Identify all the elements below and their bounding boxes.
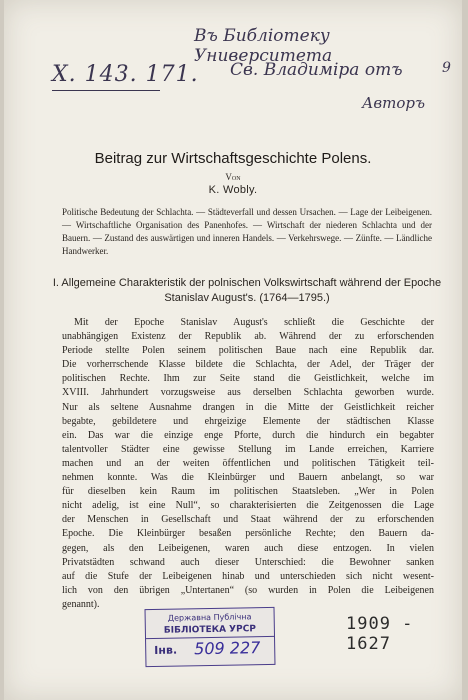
stamp-inventory-number: 509 227 (194, 638, 261, 659)
body-line: Privatstädten schwand auch dieser Unterschied: die Bewohner sanken (62, 556, 434, 568)
chapter-summary: Politische Bedeutung der Schlachta. — Städteverfall und dessen Ursachen. — Lage der Leibeigenen. — Wirtschaftliche Organisation des Panenhofes. — Wirtschaft der niederen Schlachta und der Bauern. — Zustand des auswärtigen und inneren Handels. — Verkehrswege. — Zünfte. — Ländliche Handwerker. (62, 207, 432, 256)
handwritten-dedication-mark: 9 (442, 60, 451, 76)
handwritten-signature: Авторъ (362, 94, 425, 112)
body-line: Periode stellte Polen seinem politischen Baue nach eine Republik dar. (62, 345, 434, 357)
body-line: auf die Stufe der Leibeigenen hinab und unterschieden sich nicht wesent- (62, 570, 434, 582)
handwritten-catalog-number: 1909 - 1627 (346, 614, 414, 654)
byline-von: Von (225, 172, 241, 182)
body-line: machen und an der weiten öffentlichen und politischen Tätigkeit teil- (62, 457, 434, 469)
shelfmark-underline (52, 90, 160, 91)
library-stamp (145, 607, 276, 667)
handwritten-shelfmark: X. 143. 171. (52, 62, 199, 87)
body-line: politischen Rechte. Ihm zur Seite stand die Geistlichkeit, welche im (62, 373, 434, 385)
body-line: lich von den übrigen „Untertanen“ (so wurden in Polen die Leibeigenen (62, 584, 434, 596)
document-page (4, 0, 462, 700)
body-line: talentvoller Städter eine gewisse Stellung im Lande erreichen, Karriere (62, 443, 434, 455)
body-line: Epoche. Die Kleinbürger besaßen persönliche Rechte; den Bauern da- (62, 528, 434, 540)
body-line: Die vorherrschende Klasse bildete die Schlachta, der Adel, der Träger der (62, 359, 434, 371)
section-heading: I. Allgemeine Charakteristik der polnischen Volkswirtschaft während der Epoche Stanislav August's. (1764—1795.) (52, 277, 442, 304)
stamp-line2: БІБЛІОТЕКА УРСР (146, 624, 274, 639)
stamp-inventory-label: Інв. (154, 643, 178, 657)
body-line: gegen, als den Leibeigenen, waren auch diese entzogen. In vielen (62, 542, 434, 554)
body-line: nehmen konnte. Was die Kleinbürger und Bauern anbelangt, so war (62, 472, 434, 484)
body-line: Mit der Epoche Stanislav August's schließt die Geschichte der (74, 317, 434, 328)
body-line: nicht adelig, ist eine Null“, so charakterisierten die Zeitgenossen die Lage (62, 500, 434, 512)
document-title: Beitrag zur Wirtschaftsgeschichte Polens. (94, 150, 372, 167)
body-line: XVIII. Jahrhundert vorzugsweise aus derselben Schlachta geworben wurde. (62, 387, 434, 399)
body-text (62, 316, 434, 612)
body-line: Nur als seltene Ausnahme drangen in die Mitte der Geistlichkeit reicher (62, 401, 434, 413)
handwritten-dedication-line2: Св. Владиміра отъ (230, 60, 403, 80)
body-line: der Menschen in Gesellschaft und Staat während der zu erforschenden (62, 514, 434, 526)
body-line: genannt). (62, 598, 100, 610)
body-line: unabhängigen Existenz der Republik ab. Während der zu erforschenden (62, 331, 434, 343)
body-line: begabte, gebildetere und ehrgeizige Elemente der städtischen Klasse (62, 415, 434, 427)
handwritten-dedication-line1: Въ Библіотеку Университета (194, 26, 333, 66)
author-name: K. Wobly. (208, 184, 258, 196)
stamp-line1: Державна Публічна (167, 612, 252, 623)
body-line: für dieselben kein Raum im politischen Staatsleben. „Wer in Polen (62, 486, 434, 498)
body-line: ein. Das war die einzige enge Pforte, durch die hindurch ein begabter (62, 429, 434, 441)
